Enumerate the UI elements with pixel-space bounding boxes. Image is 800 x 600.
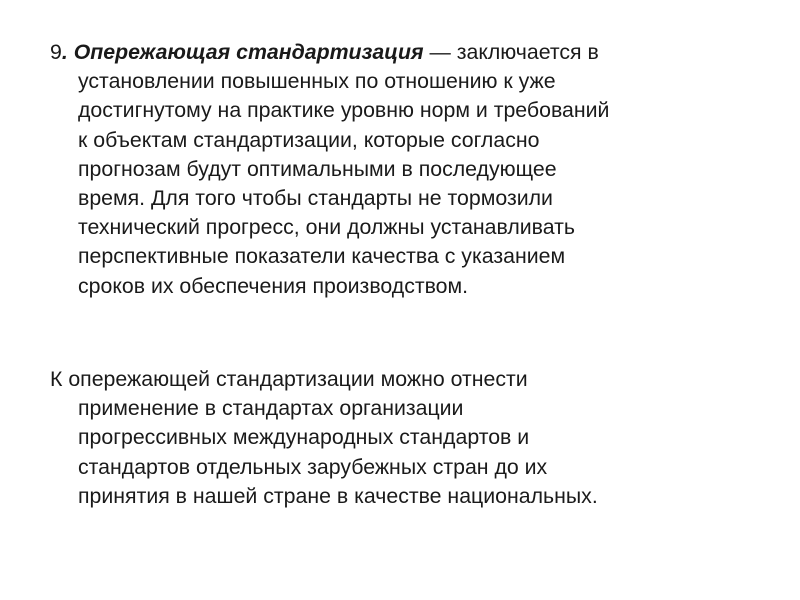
paragraph1-line: установлении повышенных по отношению к уже bbox=[78, 69, 556, 94]
paragraph-examples bbox=[50, 365, 750, 511]
term-heading: . Опережающая стандартизация bbox=[61, 40, 424, 64]
paragraph1-line: достигнутому на практике уровню норм и требований bbox=[78, 98, 610, 123]
paragraph2-line: применение в стандартах организации bbox=[78, 396, 464, 421]
paragraph2-line: стандартов отдельных зарубежных стран до их bbox=[78, 454, 548, 479]
paragraph1-line: прогнозам будут оптимальными в последующее bbox=[78, 156, 557, 181]
paragraph-advanced-standardization bbox=[50, 38, 750, 301]
paragraph1-line: сроков их обеспечения производством. bbox=[78, 273, 469, 298]
paragraph1-line: технический прогресс, они должны устанавливать bbox=[78, 215, 575, 240]
paragraph1-line-1 bbox=[50, 38, 750, 67]
paragraph2-line-1: К опережающей стандартизации можно отнести bbox=[50, 367, 528, 391]
paragraph1-line: перспективные показатели качества с указанием bbox=[78, 244, 566, 269]
paragraph2-line: прогрессивных международных стандартов и bbox=[78, 425, 530, 450]
paragraph2-line: принятия в нашей стране в качестве национальных. bbox=[78, 483, 598, 508]
paragraph1-line: время. Для того чтобы стандарты не тормозили bbox=[78, 186, 553, 211]
term-definition-start: — заключается в bbox=[423, 40, 599, 64]
paragraph1-line: к объектам стандартизации, которые согласно bbox=[78, 127, 540, 152]
item-number: 9 bbox=[50, 40, 62, 64]
